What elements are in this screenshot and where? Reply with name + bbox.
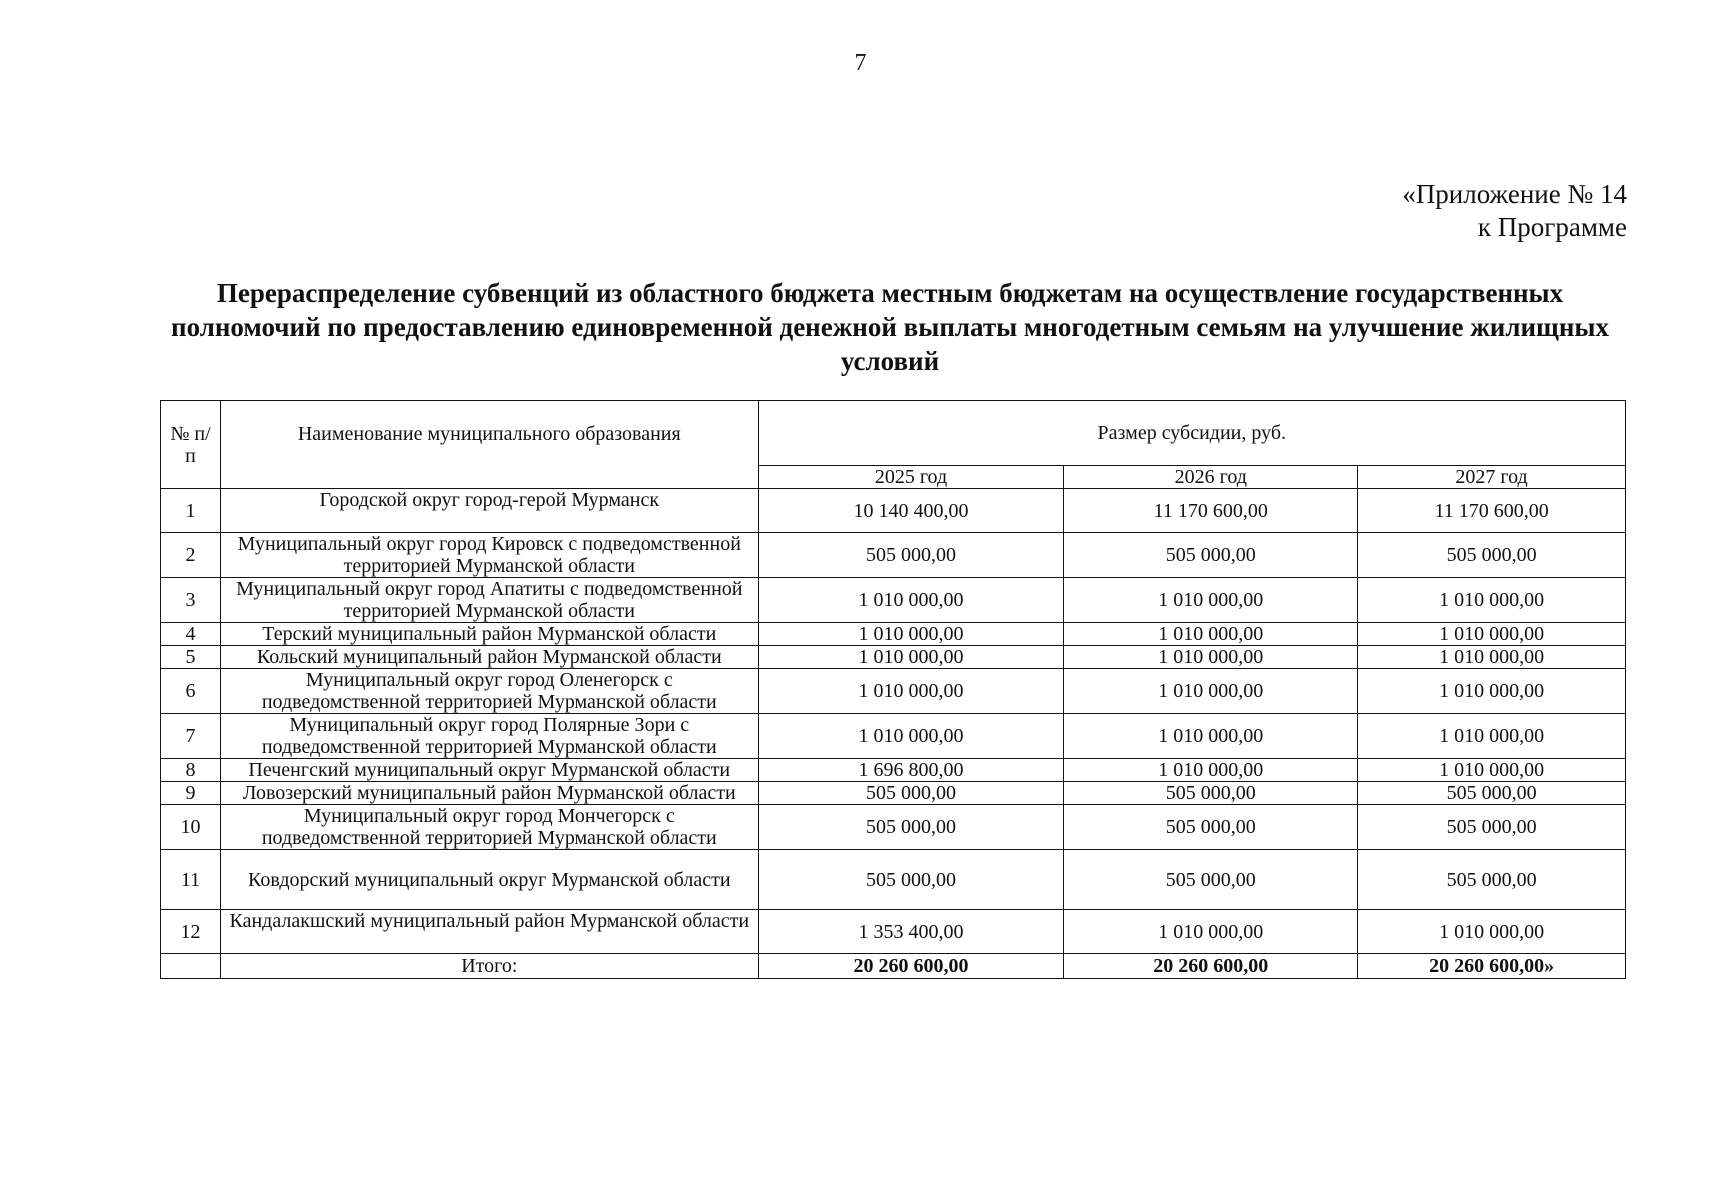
table-row (161, 533, 1626, 578)
document-title: Перераспределение субвенций из областного бюджета местным бюджетам на осуществление государственных полномочий по предоставлению единовременной денежной выплаты многодетным семьям на улучшение жилищных условий (171, 278, 1609, 376)
municipality-name: Ловозерский муниципальный район Мурманской области (220, 782, 758, 805)
table-row (161, 489, 1626, 533)
subsidy-2026: 1 010 000,00 (1064, 714, 1358, 759)
subsidy-2025: 1 010 000,00 (758, 623, 1064, 646)
municipality-name: Кандалакшский муниципальный район Мурманской области (220, 910, 758, 954)
municipality-name: Муниципальный округ город Полярные Зори с подведомственной территорией Мурманской области (220, 714, 758, 759)
row-number: 10 (161, 805, 221, 850)
table-row (161, 669, 1626, 714)
row-number: 7 (161, 714, 221, 759)
appendix-line-1: «Приложение № 14 (1402, 179, 1627, 209)
table-row (161, 850, 1626, 910)
header-year-2026: 2026 год (1064, 466, 1358, 489)
subsidy-2025: 1 010 000,00 (758, 669, 1064, 714)
subsidy-2027: 1 010 000,00 (1358, 910, 1626, 954)
table-body (161, 401, 1626, 979)
row-number: 6 (161, 669, 221, 714)
subsidy-2026: 505 000,00 (1064, 782, 1358, 805)
header-row (161, 401, 1626, 466)
municipality-name: Муниципальный округ город Оленегорск с подведомственной территорией Мурманской области (220, 669, 758, 714)
table-row (161, 578, 1626, 623)
subsidy-2027: 505 000,00 (1358, 533, 1626, 578)
subsidy-2025: 505 000,00 (758, 850, 1064, 910)
subsidy-2025: 505 000,00 (758, 805, 1064, 850)
subsidy-2027: 1 010 000,00 (1358, 646, 1626, 669)
row-number: 5 (161, 646, 221, 669)
subsidy-2027: 505 000,00 (1358, 782, 1626, 805)
row-number: 9 (161, 782, 221, 805)
subsidy-2026: 1 010 000,00 (1064, 646, 1358, 669)
total-row (161, 954, 1626, 979)
subsidy-2025: 505 000,00 (758, 533, 1064, 578)
table-row (161, 805, 1626, 850)
page-number: 7 (854, 50, 867, 76)
subsidy-2025: 505 000,00 (758, 782, 1064, 805)
table-row (161, 910, 1626, 954)
municipality-name: Кольский муниципальный район Мурманской области (220, 646, 758, 669)
subsidy-2025: 1 010 000,00 (758, 646, 1064, 669)
table-row (161, 782, 1626, 805)
subsidy-2026: 505 000,00 (1064, 805, 1358, 850)
table-row (161, 714, 1626, 759)
row-number: 2 (161, 533, 221, 578)
subsidy-2027: 1 010 000,00 (1358, 669, 1626, 714)
total-label: Итого: (220, 954, 758, 979)
header-year-2025: 2025 год (758, 466, 1064, 489)
municipality-name: Муниципальный округ город Кировск с подведомственной территорией Мурманской области (220, 533, 758, 578)
municipality-name: Печенгский муниципальный округ Мурманской области (220, 759, 758, 782)
header-amount: Размер субсидии, руб. (758, 401, 1625, 466)
subsidy-2027: 1 010 000,00 (1358, 623, 1626, 646)
subsidy-2025: 1 353 400,00 (758, 910, 1064, 954)
subsidy-2027: 1 010 000,00 (1358, 578, 1626, 623)
subsidy-2025: 1 696 800,00 (758, 759, 1064, 782)
row-number: 3 (161, 578, 221, 623)
subsidy-2025: 1 010 000,00 (758, 578, 1064, 623)
total-2027: 20 260 600,00» (1358, 954, 1626, 979)
row-number: 1 (161, 489, 221, 533)
subsidy-2027: 1 010 000,00 (1358, 759, 1626, 782)
subsidy-2026: 505 000,00 (1064, 533, 1358, 578)
subsidy-2026: 1 010 000,00 (1064, 759, 1358, 782)
table-row (161, 646, 1626, 669)
subsidy-2026: 1 010 000,00 (1064, 669, 1358, 714)
municipality-name: Терский муниципальный район Мурманской области (220, 623, 758, 646)
row-number: 11 (161, 850, 221, 910)
subsidy-2025: 10 140 400,00 (758, 489, 1064, 533)
row-number: 8 (161, 759, 221, 782)
subsidy-2026: 505 000,00 (1064, 850, 1358, 910)
subsidy-2027: 505 000,00 (1358, 805, 1626, 850)
subsidy-2026: 1 010 000,00 (1064, 578, 1358, 623)
table-row (161, 759, 1626, 782)
header-name: Наименование муниципального образования (220, 401, 758, 489)
subsidy-2026: 1 010 000,00 (1064, 623, 1358, 646)
table-row (161, 623, 1626, 646)
subsidy-2026: 11 170 600,00 (1064, 489, 1358, 533)
municipality-name: Муниципальный округ город Апатиты с подведомственной территорией Мурманской области (220, 578, 758, 623)
row-number: 4 (161, 623, 221, 646)
total-2026: 20 260 600,00 (1064, 954, 1358, 979)
subsidy-2027: 505 000,00 (1358, 850, 1626, 910)
municipality-name: Городской округ город-герой Мурманск (220, 489, 758, 533)
subsidy-2026: 1 010 000,00 (1064, 910, 1358, 954)
subsidy-table (160, 400, 1626, 979)
subsidy-2027: 11 170 600,00 (1358, 489, 1626, 533)
subsidy-2025: 1 010 000,00 (758, 714, 1064, 759)
municipality-name: Муниципальный округ город Мончегорск с подведомственной территорией Мурманской области (220, 805, 758, 850)
subsidy-2027: 1 010 000,00 (1358, 714, 1626, 759)
row-number: 12 (161, 910, 221, 954)
header-num: № п/п (161, 401, 221, 489)
appendix-reference (1402, 178, 1627, 244)
total-2025: 20 260 600,00 (758, 954, 1064, 979)
total-blank-cell (161, 954, 221, 979)
header-year-2027: 2027 год (1358, 466, 1626, 489)
municipality-name: Ковдорский муниципальный округ Мурманской области (220, 850, 758, 910)
appendix-line-2: к Программе (1477, 212, 1627, 242)
